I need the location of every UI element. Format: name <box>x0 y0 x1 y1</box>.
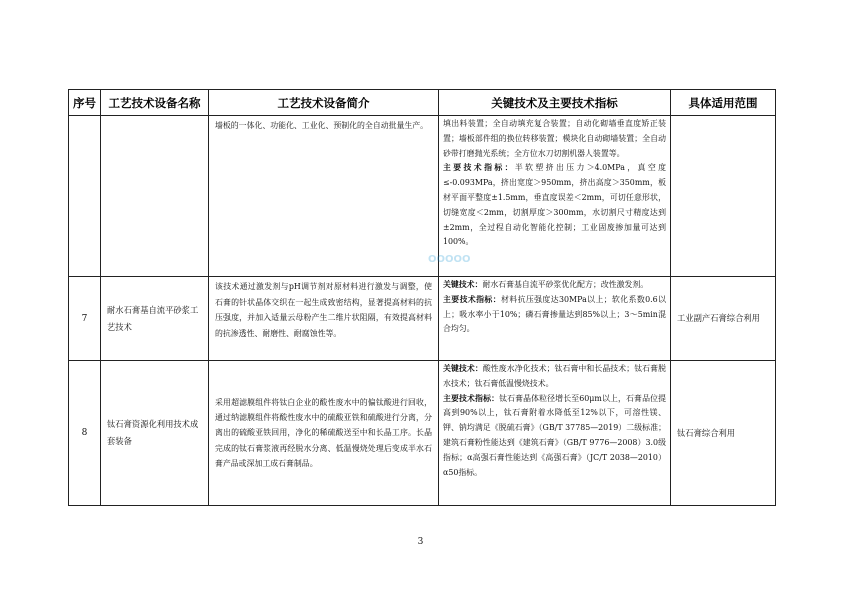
table-header-row <box>69 90 776 116</box>
indicators-label: 主要技术指标： <box>443 393 500 403</box>
row-name: 耐水石膏基自流平砂浆工艺技术 <box>101 277 209 361</box>
row-key-tech <box>439 277 671 361</box>
row-index: 8 <box>69 361 101 506</box>
row-name <box>101 116 209 277</box>
key-tech-label: 关键技术： <box>443 364 483 373</box>
indicators-text: 材料抗压强度达30MPa以上；软化系数0.6以上；吸水率小于10%；磷石膏掺量达到85%以上；3～5min混合均匀。 <box>443 294 666 334</box>
row-name: 钛石膏资源化利用技术成套装备 <box>101 361 209 506</box>
row-description: 采用超滤膜组件将钛白企业的酸性废水中的偏钛酸进行回收，通过纳滤膜组件将酸性废水中的硫酸亚铁和硫酸进行分离，分离出的硫酸亚铁回用，净化的稀硫酸送至中和长晶工序。长晶完成的钛石膏浆液再经脱水分离、低温慢烧处理后变成半水石膏产品或深加工成石膏制品。 <box>209 361 439 506</box>
header-index: 序号 <box>69 90 101 116</box>
row-scope: 工业副产石膏综合利用 <box>671 277 776 361</box>
row-scope: 钛石膏综合利用 <box>671 361 776 506</box>
indicators-text: 半软塑挤出压力＞4.0MPa，真空度≤-0.093MPa，挤出宽度＞950mm，挤出高度＞350mm，板材平面平整度±1.5mm，垂直度误差＜2mm，可切任意形状，切缝宽度＜2mm，切割厚度＞300mm，水切割尺寸精度达到±2mm，全过程自动化智能化控制；工业固废掺加量可达到100%。 <box>443 163 666 247</box>
row-index: 7 <box>69 277 101 361</box>
row-description: 该技术通过激发剂与pH调节剂对原材料进行激发与调整，使石膏的针状晶体交织在一起生成致密结构，显著提高材料的抗压强度，并加入适量云母粉产生二维片状阻隔，有效提高材料的抗渗透性、耐磨性、耐腐蚀性等。 <box>209 277 439 361</box>
watermark-text: OOOOO <box>428 254 471 265</box>
indicators-text: 钛石膏晶体粒径增长至60μm以上，石膏品位提高到90%以上，钛石膏附着水降低至12%以下，可溶性镁、钾、钠均满足《脱硫石膏》（GB/T 37785—2019）二级标准；建筑石膏粉性能达到《建筑石膏》（GB/T 9776—2008）3.0级指标；α高强石膏性能达到《高强石膏》（JC/T 2038—2010）α50指标。 <box>443 393 666 477</box>
page-number: 3 <box>417 537 424 547</box>
header-description: 工艺技术设备简介 <box>209 90 439 116</box>
table-row <box>69 361 776 506</box>
row-key-tech <box>439 116 671 277</box>
key-tech-text: 填出料装置；全自动填充复合装置；自动化砌墙垂直度矫正装置；墙板部件组的换位转移装置；模块化自动砌墙装置；全自动砂带打磨抛光系统；全方位水刀切割机器人装置等。 <box>443 119 666 158</box>
table-row <box>69 116 776 277</box>
row-key-tech <box>439 361 671 506</box>
key-tech-text: 酸性废水净化技术；钛石膏中和长晶技术；钛石膏脱水技术；钛石膏低温慢烧技术。 <box>443 364 666 388</box>
indicators-label: 主要技术指标： <box>443 163 515 173</box>
header-name: 工艺技术设备名称 <box>101 90 209 116</box>
technology-table <box>68 89 776 506</box>
indicators-label: 主要技术指标： <box>443 294 501 304</box>
table-row <box>69 277 776 361</box>
header-scope: 具体适用范围 <box>671 90 776 116</box>
row-scope <box>671 116 776 277</box>
row-index <box>69 116 101 277</box>
header-key-tech: 关键技术及主要技术指标 <box>439 90 671 116</box>
key-tech-label: 关键技术： <box>443 280 483 289</box>
row-description: 墙板的一体化、功能化、工业化、预制化的全自动批量生产。 <box>209 116 439 277</box>
key-tech-text: 耐水石膏基自流平砂浆优化配方；改性激发剂。 <box>482 280 649 289</box>
